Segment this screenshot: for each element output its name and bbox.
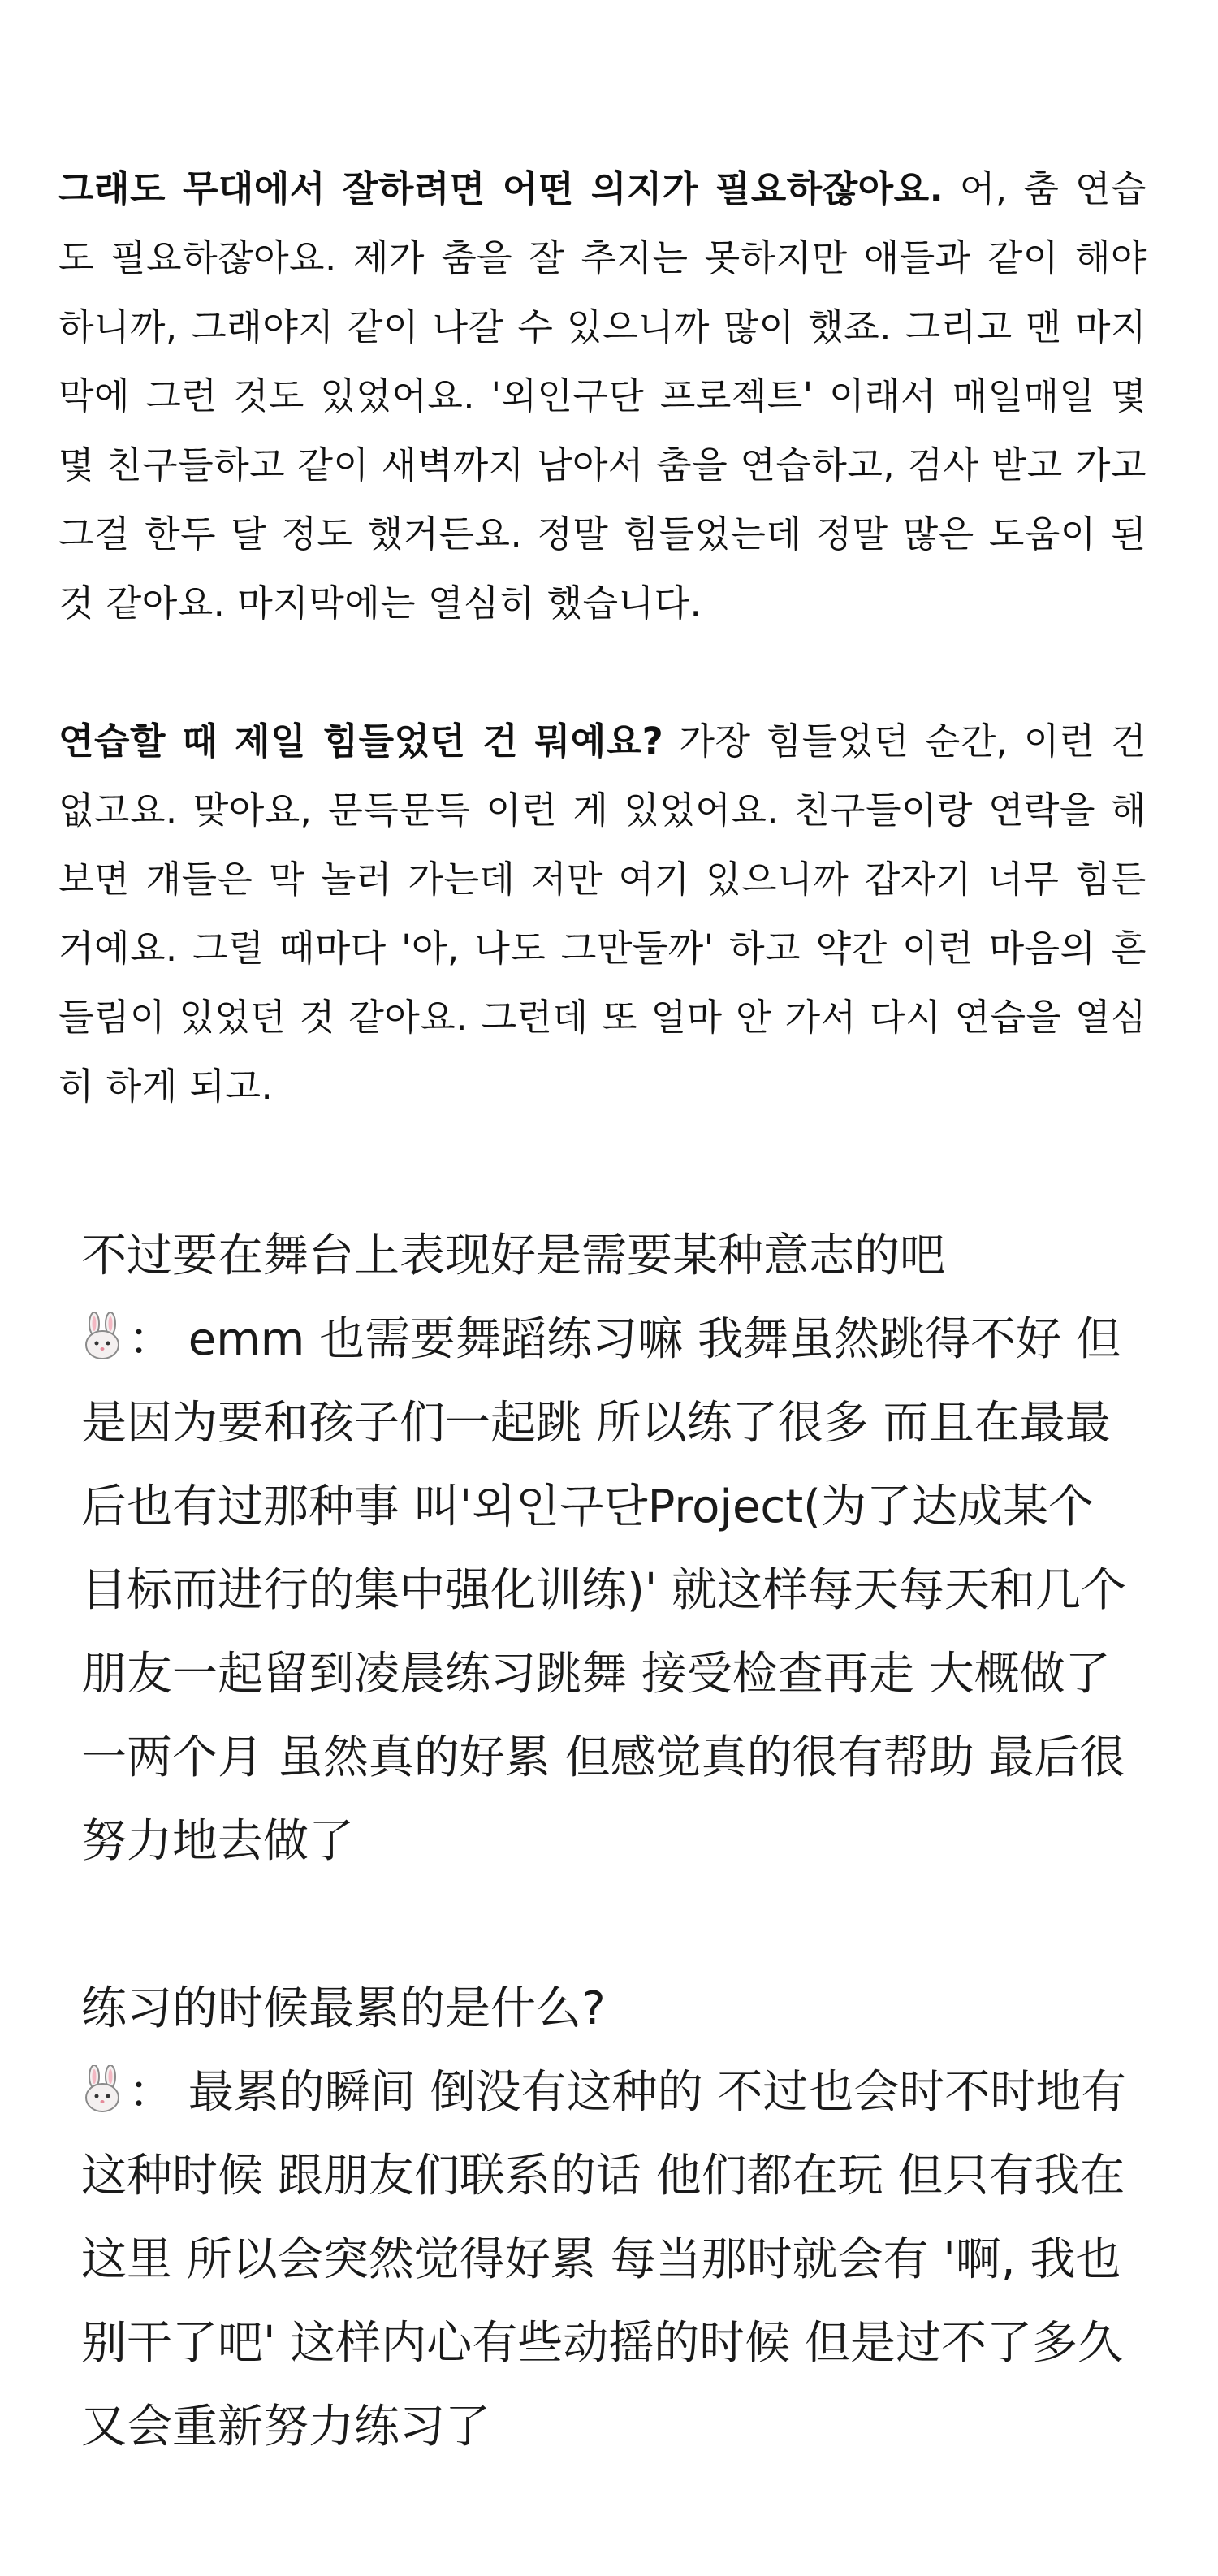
translation-answer-1-text: emm 也需要舞蹈练习嘛 我舞虽然跳得不好 但是因为要和孩子们一起跳 所以练了很多 而且在最最后也有过那种事 叫'외인구단Project(为了达成某个目标而进行的集中强化训练)' 就这样每天每天和几个朋友一起留到凌晨练习跳舞 接受检查再走 大概做了一两个月 虽然真的好累 但感觉真的很有帮助 最后很努力地去做了 [81,1313,1127,1868]
translation-answer-1-colon: ： [128,1313,174,1366]
korean-question-2: 연습할 때 제일 힘들었던 건 뭐예요? [58,720,664,763]
korean-answer-1: 어, 춤 연습도 필요하잖아요. 제가 춤을 잘 추지는 못하지만 애들과 같이 해야 하니까, 그래야지 같이 나갈 수 있으니까 많이 했죠. 그리고 맨 마지막에 그런 것도 있었어요. '외인구단 프로젝트' 이래서 매일매일 몇몇 친구들하고 같이 새벽까지 남아서 춤을 연습하고, 검사 받고 가고 그걸 한두 달 정도 했거든요. 정말 힘들었는데 정말 많은 도움이 된 것 같아요. 마지막에는 열심히 했습니다. [58,167,1147,625]
translation-question-1: 不过要在舞台上表现好是需要某种意志的吧 [81,1230,945,1282]
chinese-translation [81,1214,1137,2469]
korean-interview-scan [58,154,1147,1121]
translation-answer-1 [81,1298,1137,1883]
translation-answer-2 [81,2051,1137,2469]
paragraph-gap [58,638,1147,707]
korean-question-1: 그래도 무대에서 잘하려면 어떤 의지가 필요하잖아요. [58,167,944,210]
korean-paragraph-2 [58,707,1147,1121]
translation-question-2: 练习的时候最累的是什么? [81,1982,606,2035]
korean-answer-2: 가장 힘들었던 순간, 이런 건 없고요. 맞아요, 문득문득 이런 게 있었어요. 친구들이랑 연락을 해보면 걔들은 막 놀러 가는데 저만 여기 있으니까 갑자기 너무 힘든 거예요. 그럴 때마다 '아, 나도 그만둘까' 하고 약간 이런 마음의 흔들림이 있었던 것 같아요. 그런데 또 얼마 안 가서 다시 연습을 열심히 하게 되고. [58,720,1147,1108]
rabbit-face-icon [81,2065,123,2114]
translation-answer-2-text: 最累的瞬间 倒没有这种的 不过也会时不时地有这种时候 跟朋友们联系的话 他们都在玩 但只有我在这里 所以会突然觉得好累 每当那时就会有 '啊, 我也别干了吧' 这样内心有些动摇的时候 但是过不了多久又会重新努力练习了 [81,2066,1127,2453]
korean-paragraph-1 [58,154,1147,638]
rabbit-face-icon [81,1312,123,1361]
translation-answer-2-colon: ： [128,2066,174,2119]
paragraph-gap [81,1883,1137,1967]
